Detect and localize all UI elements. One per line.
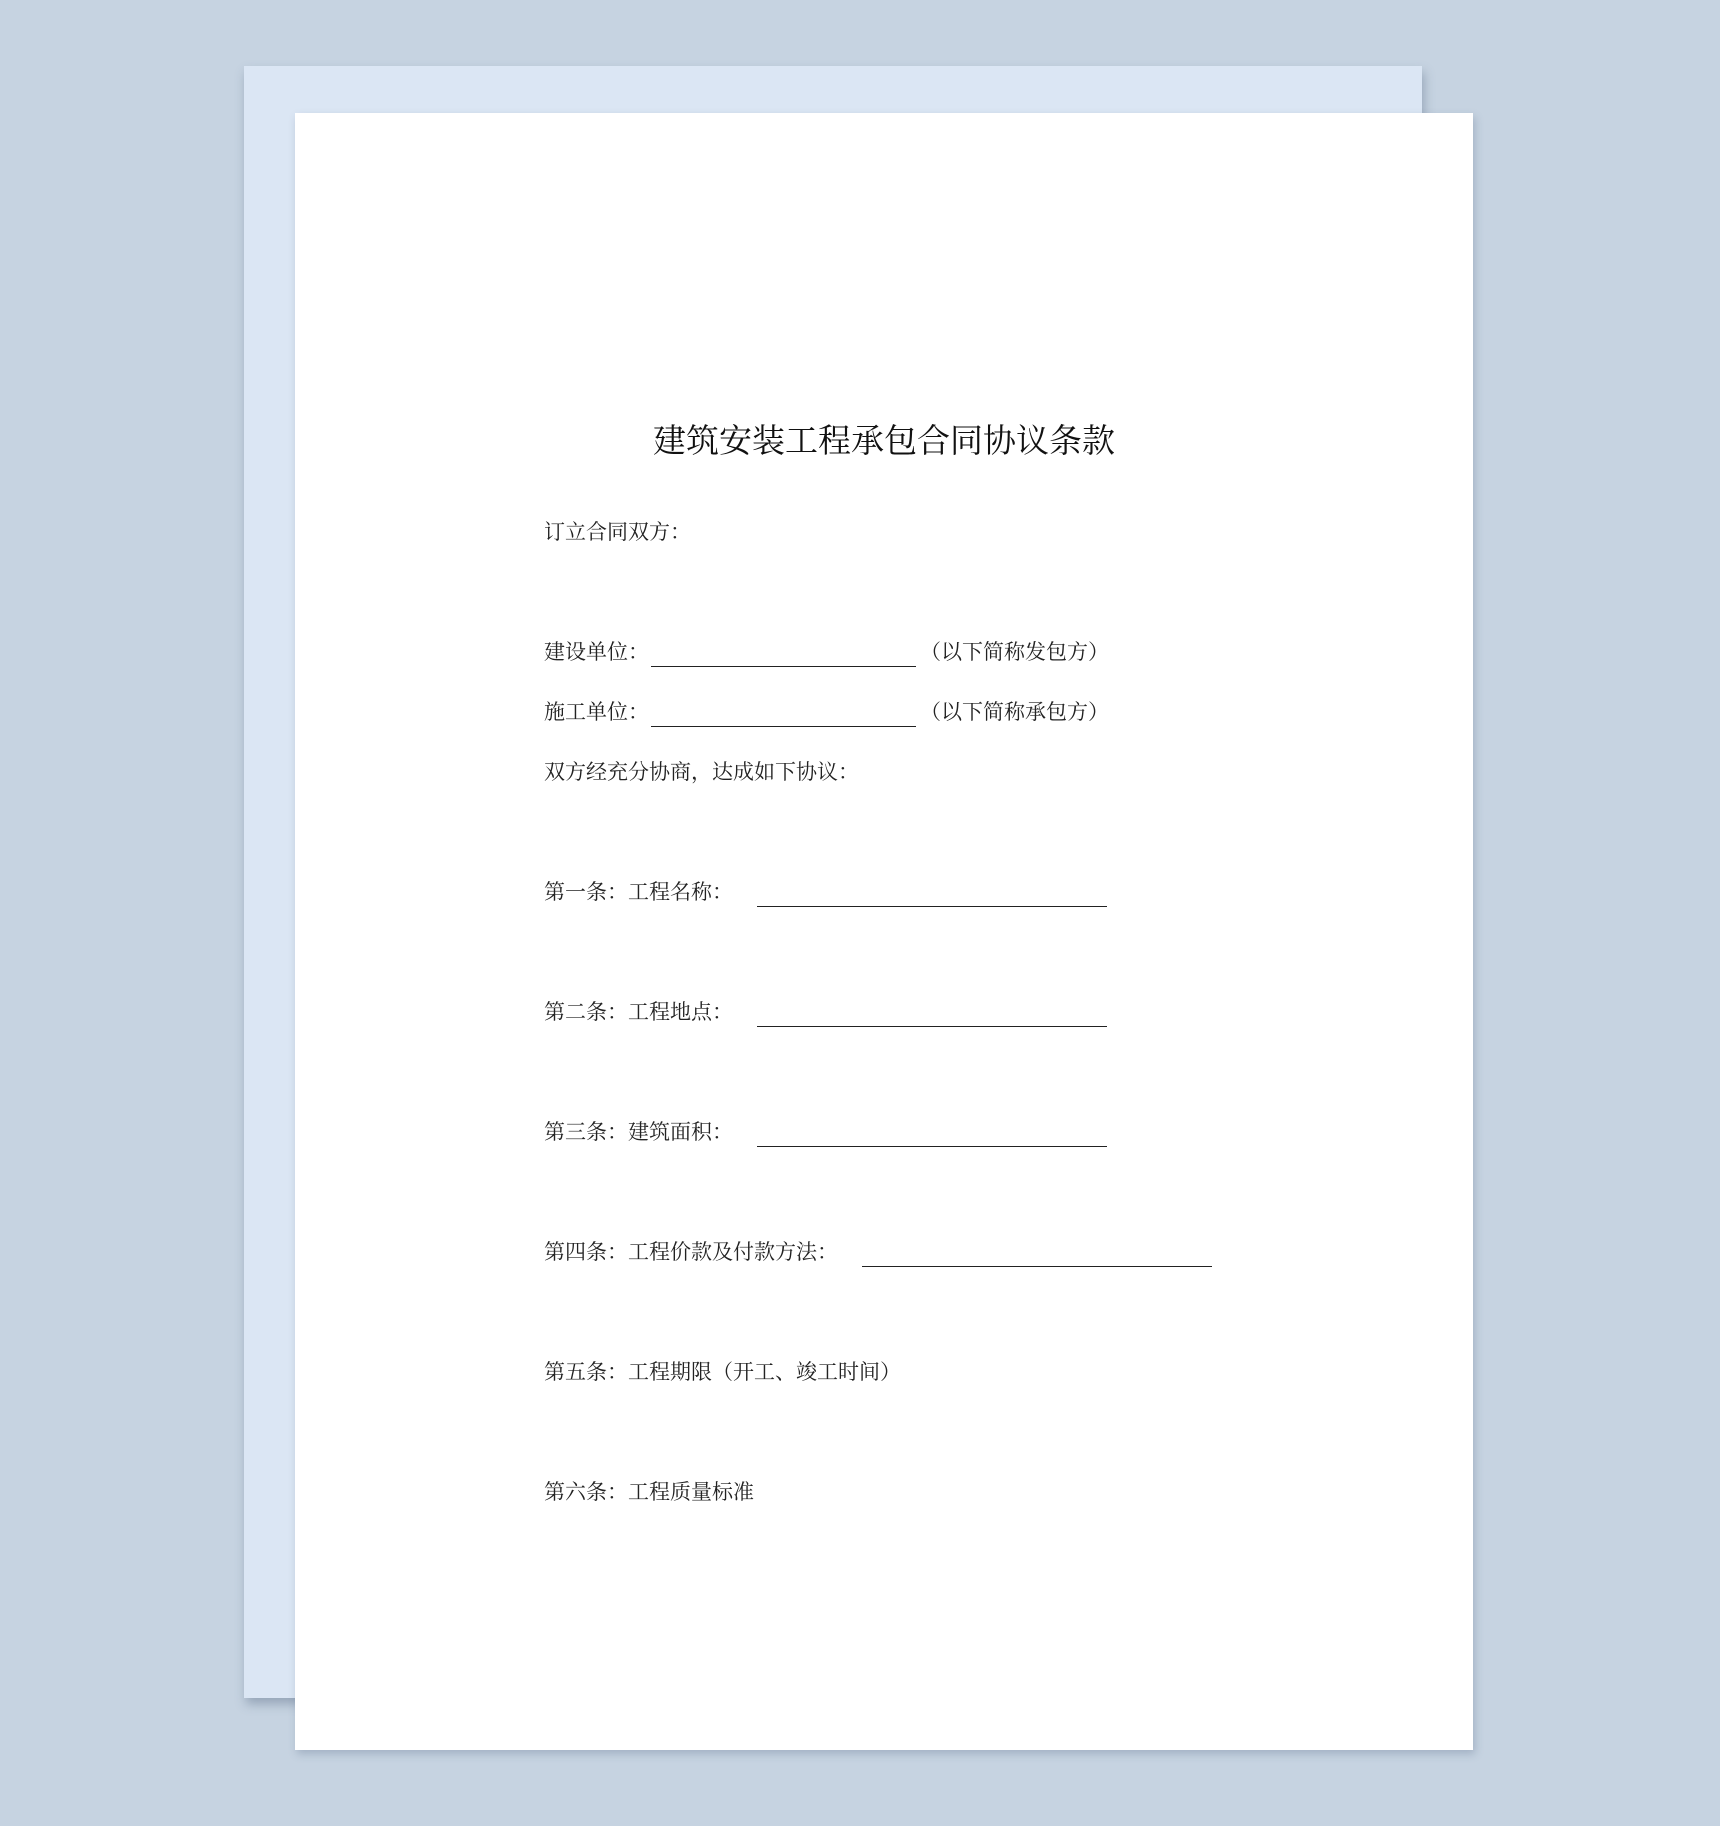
contractor-unit-line bbox=[544, 697, 1109, 727]
article-4 bbox=[544, 1237, 1212, 1267]
article-6-label: 第六条：工程质量标准 bbox=[544, 1480, 754, 1504]
article-1-label: 第一条：工程名称： bbox=[544, 880, 733, 904]
construction-unit-note: （以下简称发包方） bbox=[920, 640, 1109, 664]
article-1 bbox=[544, 877, 1107, 907]
contractor-unit-label: 施工单位： bbox=[544, 700, 649, 724]
parties-intro-text: 订立合同双方： bbox=[544, 520, 691, 544]
construction-unit-label: 建设单位： bbox=[544, 640, 649, 664]
article-1-blank[interactable] bbox=[757, 884, 1107, 907]
article-3 bbox=[544, 1117, 1107, 1147]
parties-intro bbox=[544, 517, 691, 547]
document-title: 建筑安装工程承包合同协议条款 bbox=[653, 421, 1115, 460]
article-3-label: 第三条：建筑面积： bbox=[544, 1120, 733, 1144]
article-3-blank[interactable] bbox=[757, 1124, 1107, 1147]
article-2-label: 第二条：工程地点： bbox=[544, 1000, 733, 1024]
contractor-unit-note: （以下简称承包方） bbox=[920, 700, 1109, 724]
contractor-unit-blank[interactable] bbox=[651, 704, 916, 727]
construction-unit-blank[interactable] bbox=[651, 644, 916, 667]
article-4-blank[interactable] bbox=[862, 1244, 1212, 1267]
article-6 bbox=[544, 1477, 754, 1507]
construction-unit-line bbox=[544, 637, 1109, 667]
article-5-label: 第五条：工程期限（开工、竣工时间） bbox=[544, 1360, 901, 1384]
article-5 bbox=[544, 1357, 901, 1387]
document-page bbox=[295, 113, 1473, 1750]
article-2 bbox=[544, 997, 1107, 1027]
agreement-intro-text: 双方经充分协商，达成如下协议： bbox=[544, 760, 859, 784]
agreement-intro bbox=[544, 757, 859, 787]
article-4-label: 第四条：工程价款及付款方法： bbox=[544, 1240, 838, 1264]
article-2-blank[interactable] bbox=[757, 1004, 1107, 1027]
